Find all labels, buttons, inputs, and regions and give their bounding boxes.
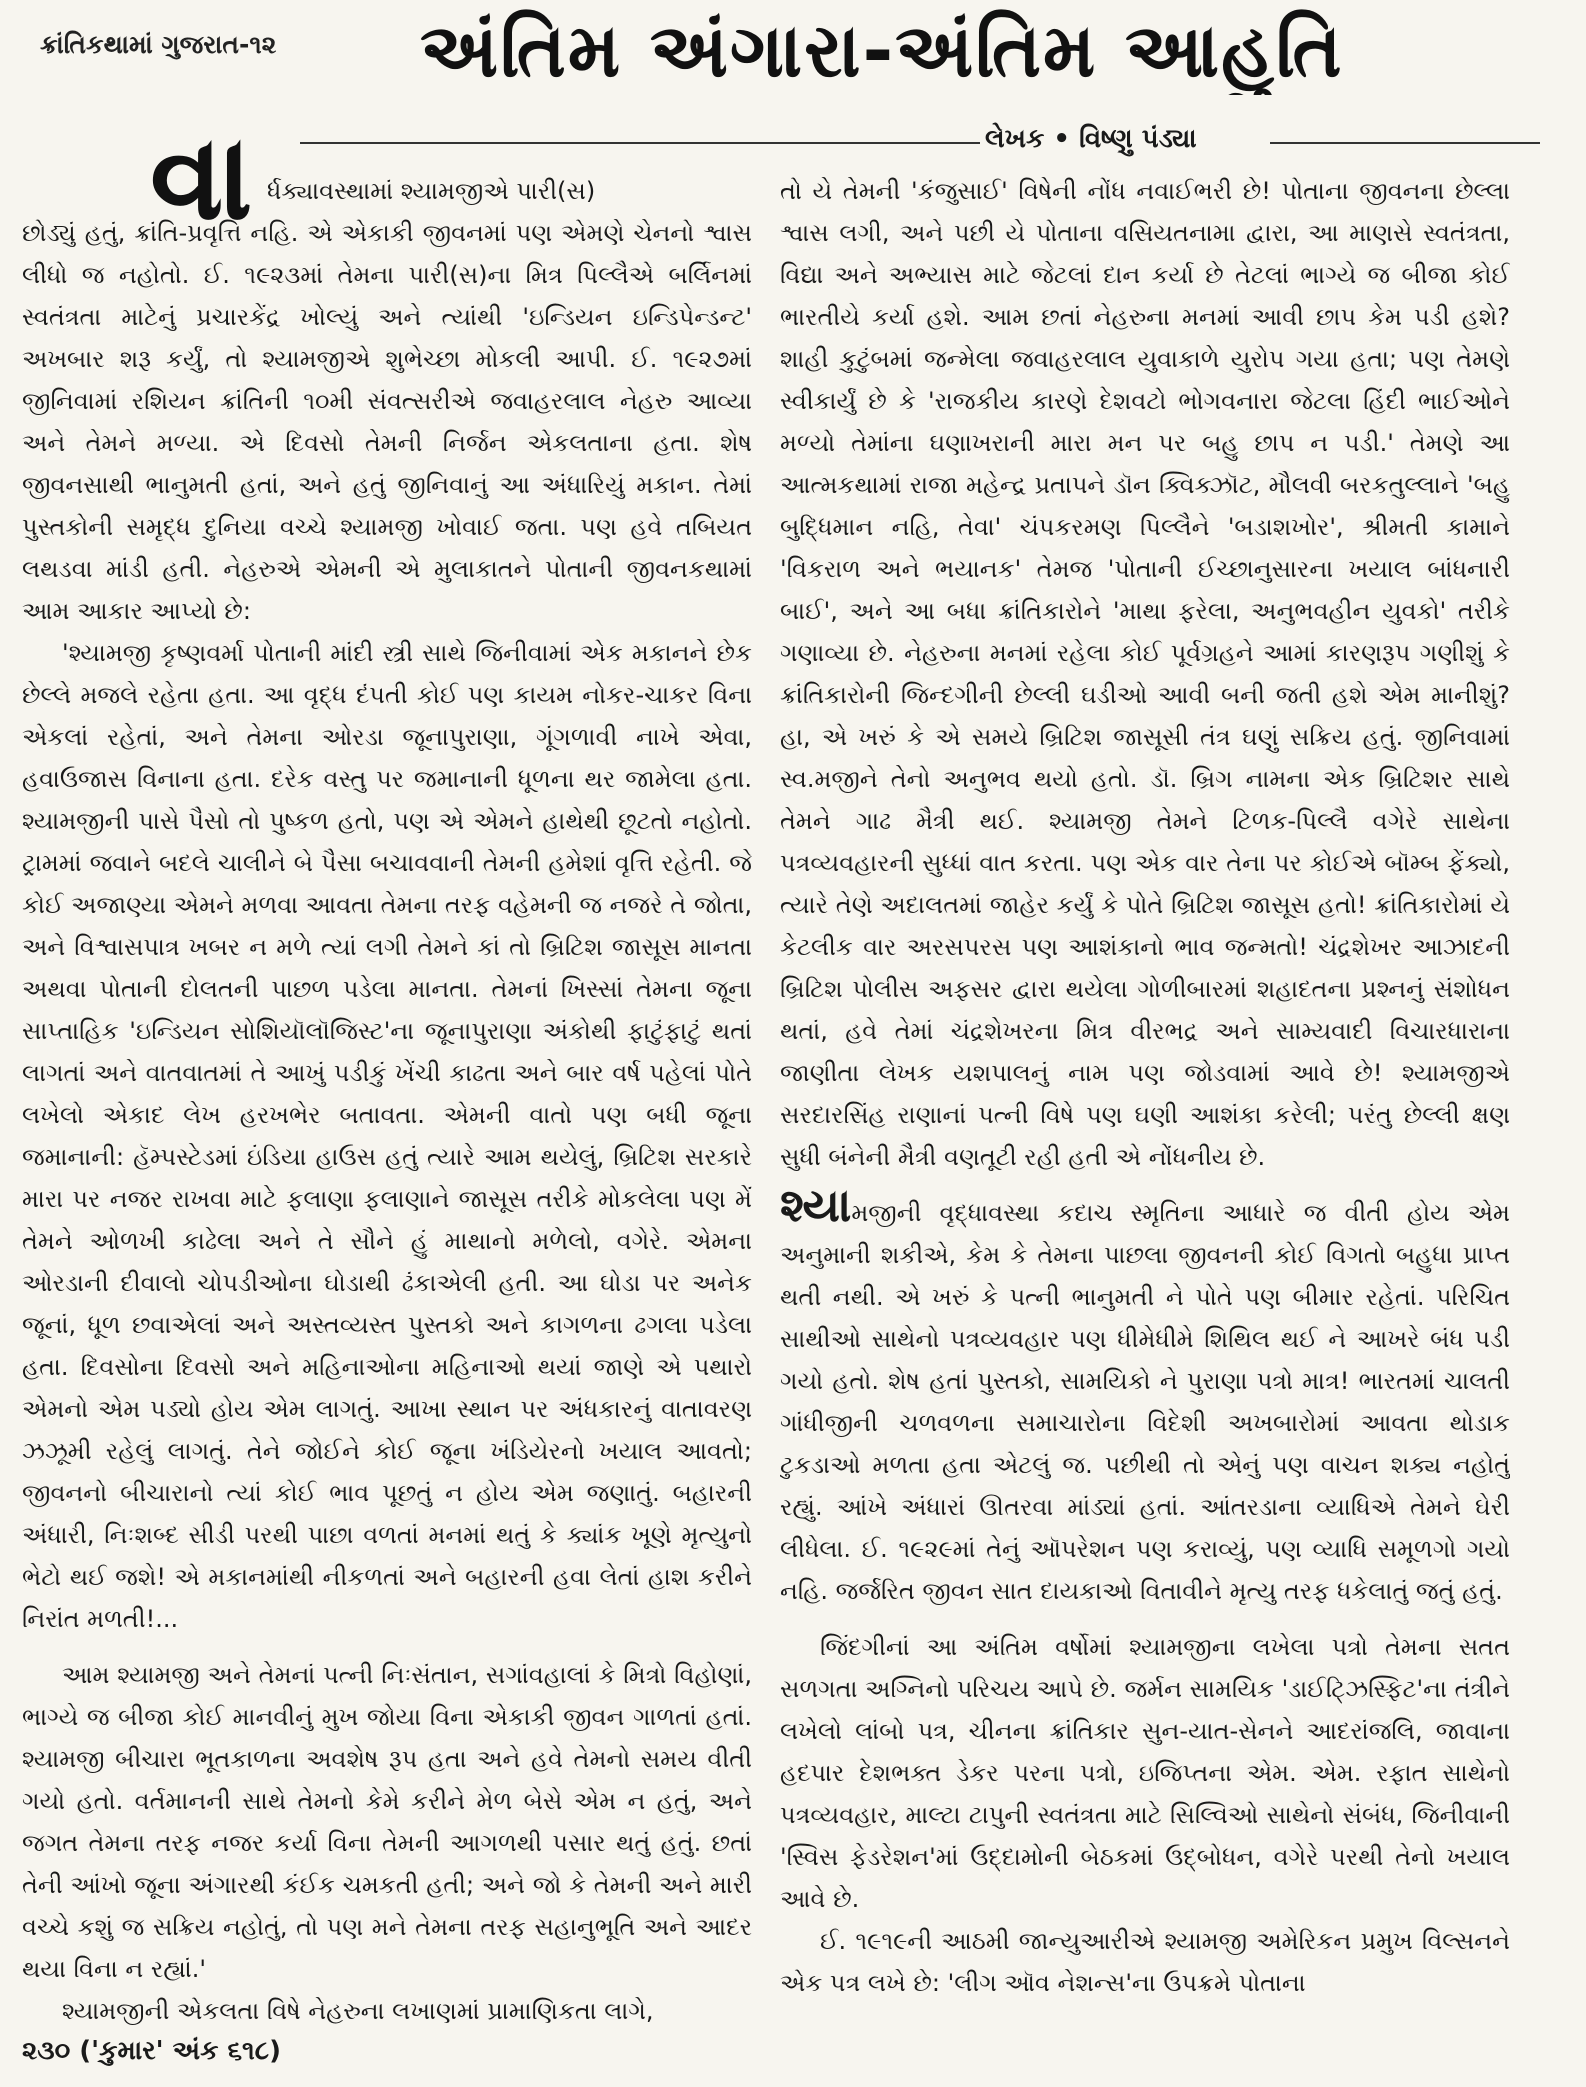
left-paragraph-1-body: છોડ્યું હતું, ક્રાંતિ-પ્રવૃત્તિ નહિ. એ એકાકી જીવનમાં પણ એમણે ચેનનો શ્વાસ લીધો જ નહોતો. ઈ. ૧૯૨૩માં તેમના પારી(સ)ના મિત્ર પિલ્લૈએ બર્લિનમાં સ્વતંત્રતા માટેનું પ્રચારકેંદ્ર ખોલ્યું અને ત્યાંથી 'ઇન્ડિયન ઇન્ડિપેન્ડન્ટ' અખબાર શરૂ કર્યું, તો શ્યામજીએ શુભેચ્છા મોકલી આપી. ઈ. ૧૯૨૭માં જીનિવામાં રશિયન ક્રાંતિની ૧૦મી સંવત્સરીએ જવાહરલાલ નેહરુ આવ્યા અને તેમને મળ્યા. એ દિવસો તેમની નિર્જન એકલતાના હતા. શેષ જીવનસાથી ભાનુમતી હતાં, અને હતું જીનિવાનું આ અંધારિયું મકાન. તેમાં પુસ્તકોની સમૃદ્ધ દુનિયા વચ્ચે શ્યામજી ખોવાઈ જતા. પણ હવે તબિયત લથડવા માંડી હતી. નેહરુએ એમની એ મુલાકાતને પોતાની જીવનકથામાં આમ આકાર આપ્યો છે: [22, 219, 752, 625]
left-paragraph-4: શ્યામજીની એકલતા વિષે નેહરુના લખાણમાં પ્રામાણિકતા લાગે, [62, 1997, 654, 2025]
byline-rule-right [1270, 142, 1540, 144]
series-label: ક્રાંતિકથામાં ગુજરાત-૧૨ [40, 30, 277, 59]
right-paragraph-2 [780, 1178, 1510, 1612]
left-paragraph-1 [22, 170, 752, 632]
right-paragraph-4: ઈ. ૧૯૧૯ની આઠમી જાન્યુઆરીએ શ્યામજી અમેરિકન પ્રમુખ વિલ્સનને એક પત્ર લખે છે: 'લીગ ઑવ નેશન્સ'ના ઉપક્રમે પોતાના [780, 1927, 1510, 1997]
left-paragraph-2: 'શ્યામજી કૃષ્ણવર્મા પોતાની માંદી સ્ત્રી સાથે જિનીવામાં એક મકાનને છેક છેલ્લે મજલે રહેતા હતા. આ વૃદ્ધ દંપતી કોઈ પણ કાયમ નોકર-ચાકર વિના એકલાં રહેતાં, અને તેમના ઓરડા જૂનાપુરાણા, ગૂંગળાવી નાખે એવા, હવાઉજાસ વિનાના હતા. દરેક વસ્તુ પર જમાનાની ધૂળના થર જામેલા હતા. શ્યામજીની પાસે પૈસો તો પુષ્કળ હતો, પણ એ એમને હાથેથી છૂટતો નહોતો. ટ્રામમાં જવાને બદલે ચાલીને બે પૈસા બચાવવાની તેમની હમેશાં વૃત્તિ રહેતી. જે કોઈ અજાણ્યા એમને મળવા આવતા તેમના તરફ વહેમની જ નજરે તે જોતા, અને વિશ્વાસપાત્ર ખબર ન મળે ત્યાં લગી તેમને કાં તો બ્રિટિશ જાસૂસ માનતા અથવા પોતાની દોલતની પાછળ પડેલા માનતા. તેમનાં ખિસ્સાં તેમના જૂના સાપ્તાહિક 'ઇન્ડિયન સોશિયૉલૉજિસ્ટ'ના જૂનાપુરાણા અંકોથી ફાટુંફાટું થતાં લાગતાં અને વાતવાતમાં તે આખું પડીકું ખેંચી કાઢતા અને બાર વર્ષ પહેલાં પોતે લખેલો એકાદ લેખ હરખભેર બતાવતા. એમની વાતો પણ બધી જૂના જમાનાની: હૅમ્પસ્ટેડમાં ઇંડિયા હાઉસ હતું ત્યારે આમ થયેલું, બ્રિટિશ સરકારે મારા પર નજર રાખવા માટે ફલાણા ફલાણાને જાસૂસ તરીકે મોકલેલા પણ મેં તેમને ઓળખી કાઢેલા અને તે સૌને હું માથાનો મળેલો, વગેરે. એમના ઓરડાની દીવાલો ચોપડીઓના ઘોડાથી ઢંકાએલી હતી. આ ઘોડા પર અનેક જૂનાં, ધૂળ છવાએલાં અને અસ્તવ્યસ્ત પુસ્તકો અને કાગળના ઢગલા પડેલા હતા. દિવસોના દિવસો અને મહિનાઓના મહિનાઓ થયાં જાણે એ પથારો એમનો એમ પડ્યો હોય એમ લાગતું. આખા સ્થાન પર અંધકારનું વાતાવરણ ઝઝૂમી રહેલું લાગતું. તેને જોઈને કોઈ જૂના ખંડિયેરનો ખયાલ આવતો; જીવનનો બીચારાનો ત્યાં કોઈ ભાવ પૂછતું ન હોય એમ જણાતું. બહારની અંધારી, નિઃશબ્દ સીડી પરથી પાછા વળતાં મનમાં થતું કે ક્યાંક ખૂણે મૃત્યુનો ભેટો થઈ જશે! એ મકાનમાંથી નીકળતાં અને બહારની હવા લેતાં હાશ કરીને નિરાંત મળતી!... [22, 639, 752, 1633]
inline-drop-cap: શ્યા [780, 1178, 852, 1232]
right-paragraph-3: જિંદગીનાં આ અંતિમ વર્ષોમાં શ્યામજીના લખેલા પત્રો તેમના સતત સળગતા અગ્નિનો પરિચય આપે છે. જર્મન સામયિક 'ડાઈટ્ઝિસ્ફિટ'ના તંત્રીને લખેલો લાંબો પત્ર, ચીનના ક્રાંતિકાર સુન-યાત-સેનને આદરાંજલિ, જાવાના હદપાર દેશભક્ત ડેકર પરના પત્રો, ઇજિપ્તના એમ. એમ. રફાત સાથેનો પત્રવ્યવહાર, માલ્ટા ટાપુની સ્વતંત્રતા માટે સિલ્વિઓ સાથેનો સંબંધ, જિનીવાની 'સ્વિસ ફેડરેશન'માં ઉદ્દામોની બેઠકમાં ઉદ્બોધન, વગેરે પરથી તેનો ખયાલ આવે છે. [780, 1633, 1510, 1913]
right-paragraph-1: તો યે તેમની 'કંજુસાઈ' વિષેની નોંધ નવાઈભરી છે! પોતાના જીવનના છેલ્લા શ્વાસ લગી, અને પછી યે પોતાના વસિયતનામા દ્વારા, આ માણસે સ્વતંત્રતા, વિદ્યા અને અભ્યાસ માટે જેટલાં દાન કર્યા છે તેટલાં ભાગ્યે જ બીજા કોઈ ભારતીયે કર્યા હશે. આમ છતાં નેહરુના મનમાં આવી છાપ કેમ પડી હશે? શાહી કુટુંબમાં જન્મેલા જવાહરલાલ યુવાકાળે યુરોપ ગયા હતા; પણ તેમણે સ્વીકાર્યું છે કે 'રાજકીય કારણે દેશવટો ભોગવનારા જેટલા હિંદી ભાઈઓને મળ્યો તેમાંના ઘણાખરાની મારા મન પર બહુ છાપ ન પડી.' તેમણે આ આત્મકથામાં રાજા મહેન્દ્ર પ્રતાપને ડૉન ક્વિક્ઝૉટ, મૌલવી બરકતુલ્લાને 'બહુ બુદ્ધિમાન નહિ, તેવા' ચંપકરમણ પિલ્લૈને 'બડાશખોર', શ્રીમતી કામાને 'વિકરાળ અને ભયાનક' તેમજ 'પોતાની ઈચ્છાનુસારના ખયાલ બાંધનારી બાઈ', અને આ બધા ક્રાંતિકારોને 'માથા ફરેલા, અનુભવહીન યુવકો' તરીકે ગણાવ્યા છે. નેહરુના મનમાં રહેલા કોઈ પૂર્વગ્રહને આમાં કારણરૂપ ગણીશું કે ક્રાંતિકારોની જિન્દગીની છેલ્લી ઘડીઓ આવી બની જતી હશે એમ માનીશું? હા, એ ખરું કે એ સમયે બ્રિટિશ જાસૂસી તંત્ર ઘણું સક્રિય હતું. જીનિવામાં સ્વ.મજીને તેનો અનુભવ થયો હતો. ડૉ. બ્રિગ નામના એક બ્રિટિશર સાથે તેમને ગાઢ મૈત્રી થઈ. શ્યામજી તેમને ટિળક-પિલ્લૈ વગેરે સાથેના પત્રવ્યવહારની સુધ્ધાં વાત કરતા. પણ એક વાર તેના પર કોઈએ બૉમ્બ ફેંક્યો, ત્યારે તેણે અદાલતમાં જાહેર કર્યું કે પોતે બ્રિટિશ જાસૂસ હતો! ક્રાંતિકારોમાં યે કેટલીક વાર અરસપરસ પણ આશંકાનો ભાવ જન્મતો! ચંદ્રશેખર આઝાદની બ્રિટિશ પોલીસ અફસર દ્વારા થયેલા ગોળીબારમાં શહાદતના પ્રશ્નનું સંશોધન થતાં, હવે તેમાં ચંદ્રશેખરના મિત્ર વીરભદ્ર અને સામ્યવાદી વિચારધારાના જાણીતા લેખક યશપાલનું નામ પણ જોડવામાં આવે છે! શ્યામજીએ સરદારસિંહ રાણાનાં પત્ની વિષે પણ ઘણી આશંકા કરેલી; પરંતુ છેલ્લી ક્ષણ સુધી બંનેની મૈત્રી વણતૂટી રહી હતી એ નોંધનીય છે. [780, 177, 1510, 1171]
article-title: અંતિમ અંગારા-અંતિમ આહુતિ [420, 8, 1344, 94]
byline: લેખક • વિષ્ણુ પંડ્યા [985, 124, 1197, 154]
byline-rule-left [300, 142, 980, 144]
left-column [22, 170, 752, 2030]
right-column [780, 170, 1510, 2030]
left-first-line: ર્ધક્યાવસ્થામાં શ્યામજીએ પારી(સ) [267, 177, 596, 205]
right-paragraph-2-body: મજીની વૃદ્ધાવસ્થા કદાચ સ્મૃતિના આધારે જ વીતી હોય એમ અનુમાની શકીએ, કેમ કે તેમના પાછલા જીવનની કોઈ વિગતો બહુધા પ્રાપ્ત થતી નથી. એ ખરું કે પત્ની ભાનુમતી ને પોતે પણ બીમાર રહેતાં. પરિચિત સાથીઓ સાથેનો પત્રવ્યવહાર પણ ધીમેધીમે શિથિલ થઈ ને આખરે બંધ પડી ગયો હતો. શેષ હતાં પુસ્તકો, સામયિકો ને પુરાણા પત્રો માત્ર! ભારતમાં ચાલતી ગાંધીજીની ચળવળના સમાચારોના વિદેશી અખબારોમાં આવતા થોડાક ટુકડાઓ મળતા હતા એટલું જ. પછીથી તો એનું પણ વાચન શક્ય નહોતું રહ્યું. આંખે અંધારાં ઊતરવા માંડ્યાં હતાં. આંતરડાના વ્યાધિએ તેમને ઘેરી લીધેલા. ઈ. ૧૯૨૯માં તેનું ઑપરેશન પણ કરાવ્યું, પણ વ્યાધિ સમૂળગો ગયો નહિ. જર્જરિત જીવન સાત દાયકાઓ વિતાવીને મૃત્યુ તરફ ધકેલાતું જતું હતું. [780, 1199, 1510, 1605]
page-footer: ૨૩૦ ('કુમાર' અંક ૬૧૮) [22, 2036, 281, 2066]
left-paragraph-3: આમ શ્યામજી અને તેમનાં પત્ની નિઃસંતાન, સગાંવહાલાં કે મિત્રો વિહોણાં, ભાગ્યે જ બીજા કોઈ માનવીનું મુખ જોયા વિના એકાકી જીવન ગાળતાં હતાં. શ્યામજી બીચારા ભૂતકાળના અવશેષ રૂપ હતા અને હવે તેમનો સમય વીતી ગયો હતો. વર્તમાનની સાથે તેમનો કેમે કરીને મેળ બેસે એમ ન હતું, અને જગત તેમના તરફ નજર કર્યા વિના તેમની આગળથી પસાર થતું હતું. છતાં તેની આંખો જૂના અંગારથી કંઈક ચમકતી હતી; અને જો કે તેમની અને મારી વચ્ચે કશું જ સક્રિય નહોતું, તો પણ મને તેમના તરફ સહાનુભૂતિ અને આદર થયા વિના ન રહ્યાં.' [22, 1661, 752, 1983]
drop-cap: વા [150, 108, 253, 246]
